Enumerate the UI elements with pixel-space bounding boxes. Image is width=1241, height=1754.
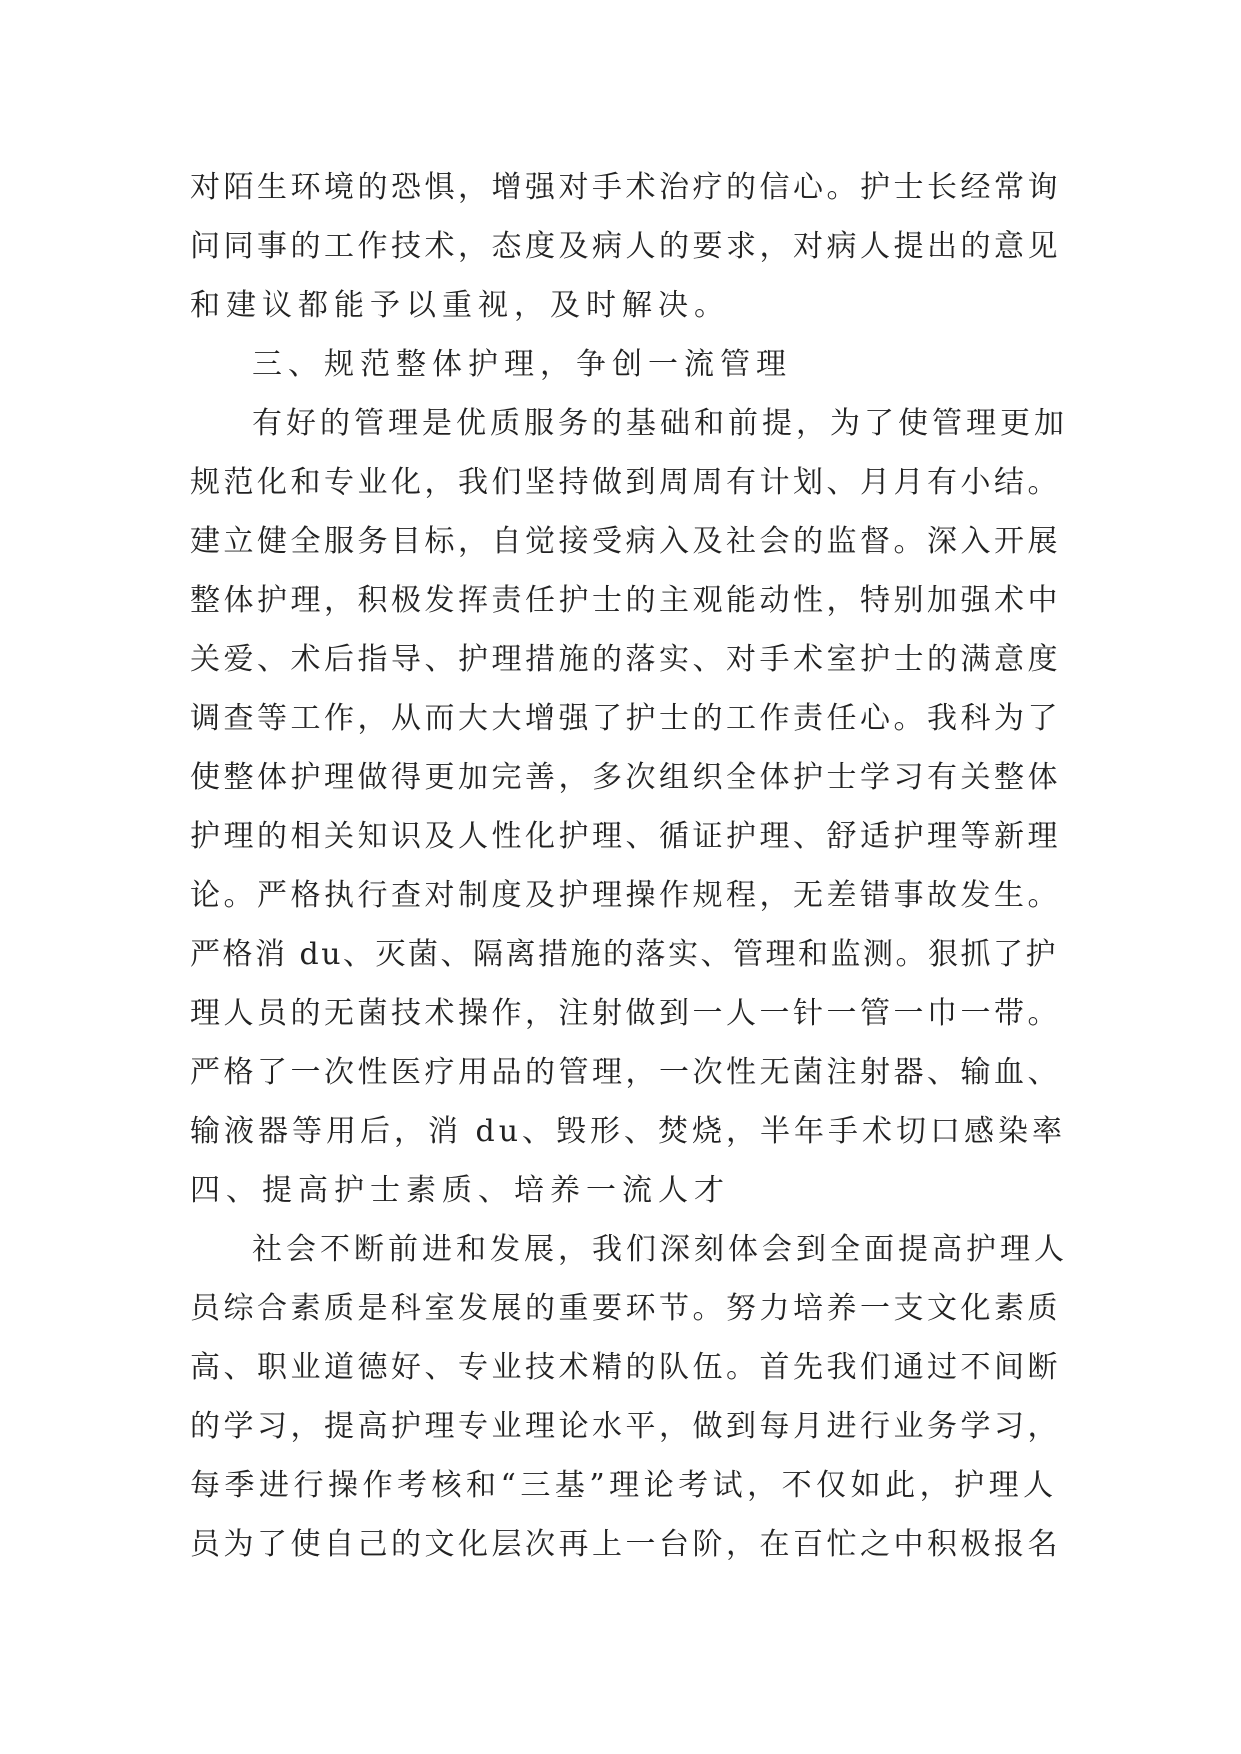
text-line: 理人员的无菌技术操作，注射做到一人一针一管一巾一带。 <box>190 996 1061 1031</box>
text-line: 关爱、术后指导、护理措施的落实、对手术室护士的满意度 <box>190 642 1061 677</box>
text-line: 对陌生环境的恐惧，增强对手术治疗的信心。护士长经常询 <box>190 170 1061 205</box>
text-line: 输液器等用后，消 du、毁形、焚烧，半年手术切口感染率 <box>190 1114 1067 1149</box>
text-line: 严格了一次性医疗用品的管理，一次性无菌注射器、输血、 <box>190 1055 1061 1090</box>
text-line: 整体护理，积极发挥责任护士的主观能动性，特别加强术中 <box>190 583 1061 618</box>
text-line: 调查等工作，从而大大增强了护士的工作责任心。我科为了 <box>190 701 1061 736</box>
text-line: 每季进行操作考核和“三基”理论考试，不仅如此，护理人 <box>190 1468 1058 1503</box>
text-line: 社会不断前进和发展，我们深刻体会到全面提高护理人 <box>252 1232 1068 1267</box>
text-line: 建立健全服务目标，自觉接受病入及社会的监督。深入开展 <box>190 524 1061 559</box>
text-line: 的学习，提高护理专业理论水平，做到每月进行业务学习， <box>190 1409 1061 1444</box>
text-line: 员综合素质是科室发展的重要环节。努力培养一支文化素质 <box>190 1291 1061 1326</box>
document-body <box>190 158 1070 1574</box>
text-line: 论。严格执行查对制度及护理操作规程，无差错事故发生。 <box>190 878 1061 913</box>
text-line: 严格消 du、灭菌、隔离措施的落实、管理和监测。狠抓了护 <box>190 937 1059 972</box>
text-line: 员为了使自己的文化层次再上一台阶，在百忙之中积极报名 <box>190 1527 1061 1562</box>
text-line: 三、规范整体护理，争创一流管理 <box>252 347 792 382</box>
text-line: 有好的管理是优质服务的基础和前提，为了使管理更加 <box>252 406 1068 441</box>
text-line: 使整体护理做得更加完善，多次组织全体护士学习有关整体 <box>190 760 1061 795</box>
text-line: 和建议都能予以重视，及时解决。 <box>190 288 730 323</box>
text-line: 四、提高护士素质、培养一流人才 <box>190 1173 730 1208</box>
text-line: 规范化和专业化，我们坚持做到周周有计划、月月有小结。 <box>190 465 1061 500</box>
text-line: 问同事的工作技术，态度及病人的要求，对病人提出的意见 <box>190 229 1061 264</box>
text-line: 护理的相关知识及人性化护理、循证护理、舒适护理等新理 <box>190 819 1061 854</box>
text-line: 高、职业道德好、专业技术精的队伍。首先我们通过不间断 <box>190 1350 1061 1385</box>
